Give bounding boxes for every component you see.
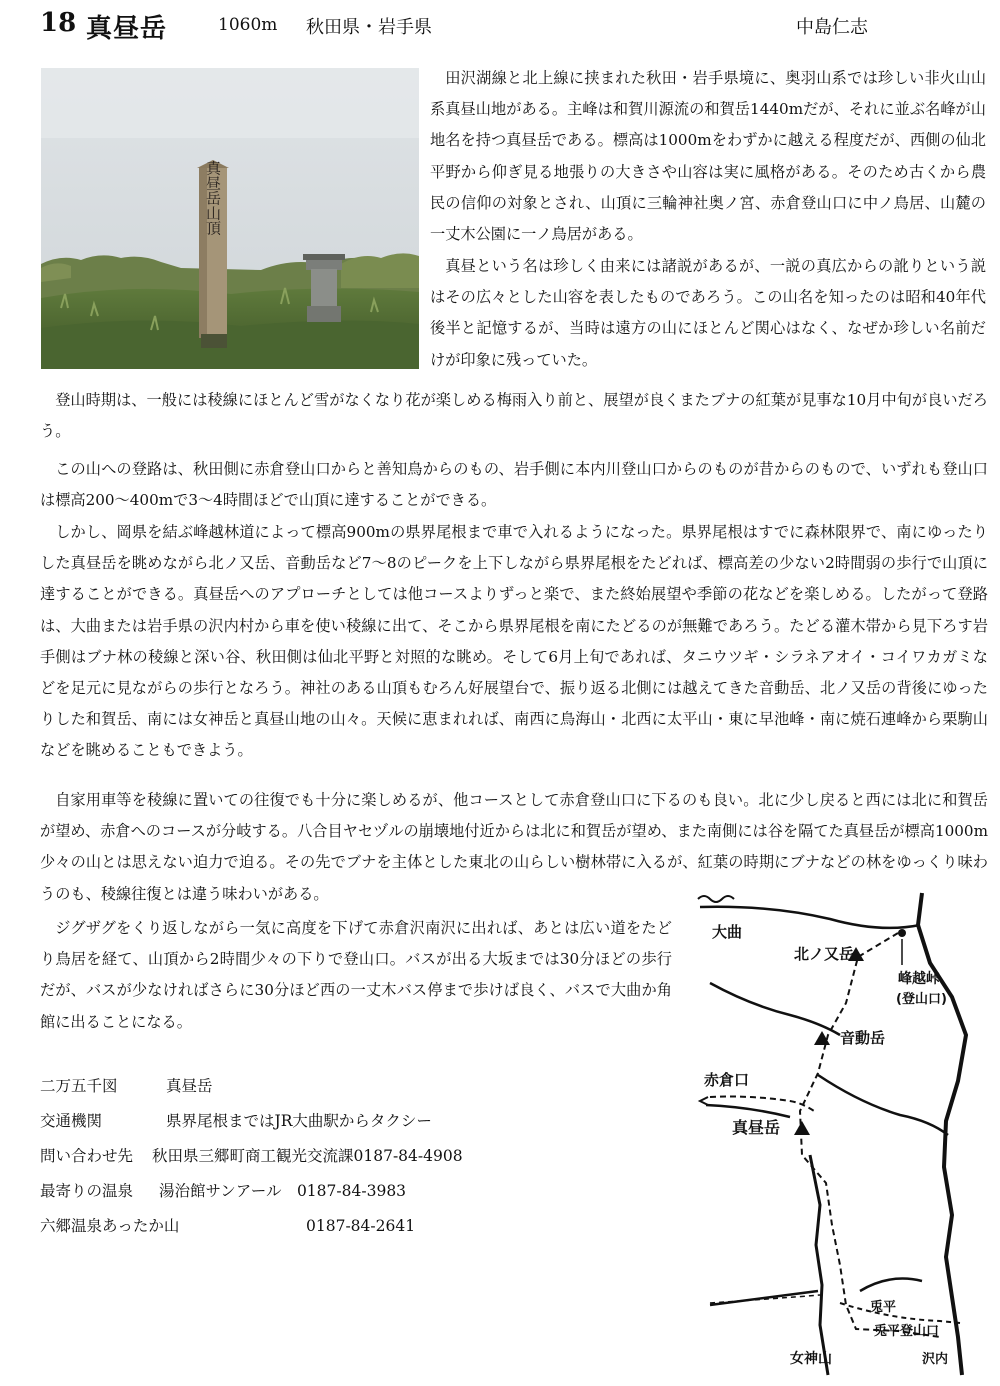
info-row-map bbox=[40, 1075, 560, 1110]
route-map bbox=[690, 885, 990, 1382]
summit-marker-text: 真昼岳山頂 bbox=[204, 160, 222, 236]
label-ondo: 音動岳 bbox=[840, 1029, 886, 1047]
ridge-line bbox=[918, 893, 966, 1375]
mountain-elevation: 1060m bbox=[218, 15, 278, 35]
info-row-transport bbox=[40, 1110, 560, 1145]
info-value: 秋田県三郷町商工観光交流課0187-84-4908 bbox=[152, 1147, 463, 1165]
label-omagari: 大曲 bbox=[712, 923, 743, 941]
mountain-name: 真昼岳 bbox=[86, 14, 168, 44]
mountain-number: 18 bbox=[40, 8, 77, 38]
page-header bbox=[40, 8, 980, 42]
label-megami: 女神山 bbox=[790, 1351, 832, 1367]
paragraph-akakura-descent: 自家用車等を稜線に置いての往復でも十分に楽しめるが、他コースとして赤倉登山口に下るのも良い。北に少し戻ると西には北に和賀岳が望め、赤倉へのコースが分岐する。八合目ヤセヅルの崩壊地付近からは北に和賀岳が望め、また南側には谷を隔てた真昼岳が標高1000m少々の山とは思えない迫力で迫る。その先でブナを主体とした東北の山らしい樹林帯に入るが、紅葉の時期にブナなどの林をゆっくり味わうのも、稜線往復とは違う味わいがある。 bbox=[40, 791, 988, 903]
info-label: 最寄りの温泉 bbox=[40, 1182, 134, 1200]
akakura-trail bbox=[710, 1097, 814, 1112]
info-label: 六郷温泉あったか山 bbox=[40, 1217, 180, 1235]
label-minegoe: 峰越峠 bbox=[898, 971, 940, 987]
info-value: 0187-84-2641 bbox=[306, 1217, 416, 1235]
info-value: 真昼岳 bbox=[166, 1077, 213, 1095]
peak-mahiru bbox=[794, 1121, 810, 1135]
label-uhira-trailhead: 兎平登山口 bbox=[874, 1324, 940, 1339]
info-value: 県界尾根まではJR大曲駅からタクシー bbox=[166, 1112, 432, 1130]
author-name: 中島仁志 bbox=[796, 17, 868, 38]
info-row-contact bbox=[40, 1145, 560, 1180]
paragraph-ridge-route: しかし、岡県を結ぶ峰越林道によって標高900mの県界尾根まで車で入れるようになった。県界尾根はすでに森林限界で、南にゆったりした真昼岳を眺めながら北ノ又岳、音動岳など7～8のピークを上下しながら県界尾根をたどれば、標高差の少ない2時間弱の歩行で山頂に達することができる。真昼岳へのアプローチとしては他コースよりずっと楽で、また終始展望や季節の花などを楽しめる。したがって登路は、大曲または岩手県の沢内村から車を使い稜線に出て、そこから県界尾根を南にたどるのが無難であろう。たどる灌木帯から見下ろす岩手側はブナ林の稜線と深い谷、秋田側は仙北平野と対照的な眺め。そして6月上旬であれば、タニウツギ・シラネアオイ・コイワカガミなどを足元に見ながらの歩行となろう。神社のある山頂もむろん好展望台で、振り返る北側には越えてきた音動岳、北ノ又岳の背後にゆったりした和賀岳、南には女神岳と真昼山地の山々。天候に恵まれれば、南西に鳥海山・北西に太平山・東に早池峰・南に焼石連峰から栗駒山などを眺めることもできよう。 bbox=[40, 523, 988, 760]
info-label: 交通機関 bbox=[40, 1112, 103, 1130]
label-mahiru: 真昼岳 bbox=[732, 1118, 781, 1137]
paragraph-routes: この山への登路は、秋田側に赤倉登山口からと善知鳥からのもの、岩手側に本内川登山口からのものが昔からのもので、いずれも登山口は標高200～400mで3～4時間ほどで山頂に達することができる。 bbox=[40, 460, 988, 510]
paragraph-descent-end: ジグザグをくり返しながら一気に高度を下げて赤倉沢南沢に出れば、あとは広い道をたどり鳥居を経て、山頂から2時間少々の下りで登山口。バスが出る大坂までは30分ほどの歩行だが、バスが少なければさらに30分ほど西の一丈木バス停まで歩けば良く、バスで大曲か角館に出ることになる。 bbox=[40, 919, 672, 1031]
info-label: 二万五千図 bbox=[40, 1077, 118, 1095]
info-label: 問い合わせ先 bbox=[40, 1147, 134, 1165]
info-row-onsen bbox=[40, 1180, 560, 1215]
info-value: 湯治館サンアール 0187-84-3983 bbox=[159, 1182, 407, 1200]
label-kitanomata: 北ノ又岳 bbox=[794, 945, 855, 963]
paragraph-season: 登山時期は、一般には稜線にほとんど雪がなくなり花が楽しめる梅雨入り前と、展望が良くまたブナの紅葉が見事な10月中旬が良いだろう。 bbox=[40, 391, 988, 441]
paragraph-name-origin: 真昼という名は珍しく由来には諸説があるが、一説の真広からの訛りという説はその広々とした山容を表したものであろう。この山名を知ったのは昭和40年代後半と記憶するが、当時は遠方の山にほとんど関心はなく、なぜか珍しい名前だけが印象に残っていた。 bbox=[430, 257, 986, 369]
label-minegoe-sub: (登山口) bbox=[896, 992, 947, 1007]
label-akakura: 赤倉口 bbox=[704, 1071, 750, 1089]
summit-photo bbox=[41, 68, 419, 369]
label-uhira: 兎平 bbox=[870, 1300, 897, 1315]
mountain-location: 秋田県・岩手県 bbox=[306, 17, 432, 38]
info-row-onsen-2 bbox=[40, 1215, 560, 1250]
paragraph-intro: 田沢湖線と北上線に挟まれた秋田・岩手県境に、奥羽山系では珍しい非火山山系真昼山地がある。主峰は和賀川源流の和賀岳1440mだが、それに並ぶ名峰が山地名を持つ真昼岳である。標高は1000mをわずかに越える程度だが、西側の仙北平野から仰ぎ見る地張りの大きさや山容は実に風格がある。そのため古くから農民の信仰の対象とされ、山頂に三輪神社奥ノ宮、赤倉登山口に中ノ鳥居、山麓の一丈木公園に一ノ鳥居がある。 bbox=[430, 69, 986, 244]
label-sawauchi: 沢内 bbox=[922, 1352, 949, 1367]
info-list bbox=[40, 1075, 560, 1250]
